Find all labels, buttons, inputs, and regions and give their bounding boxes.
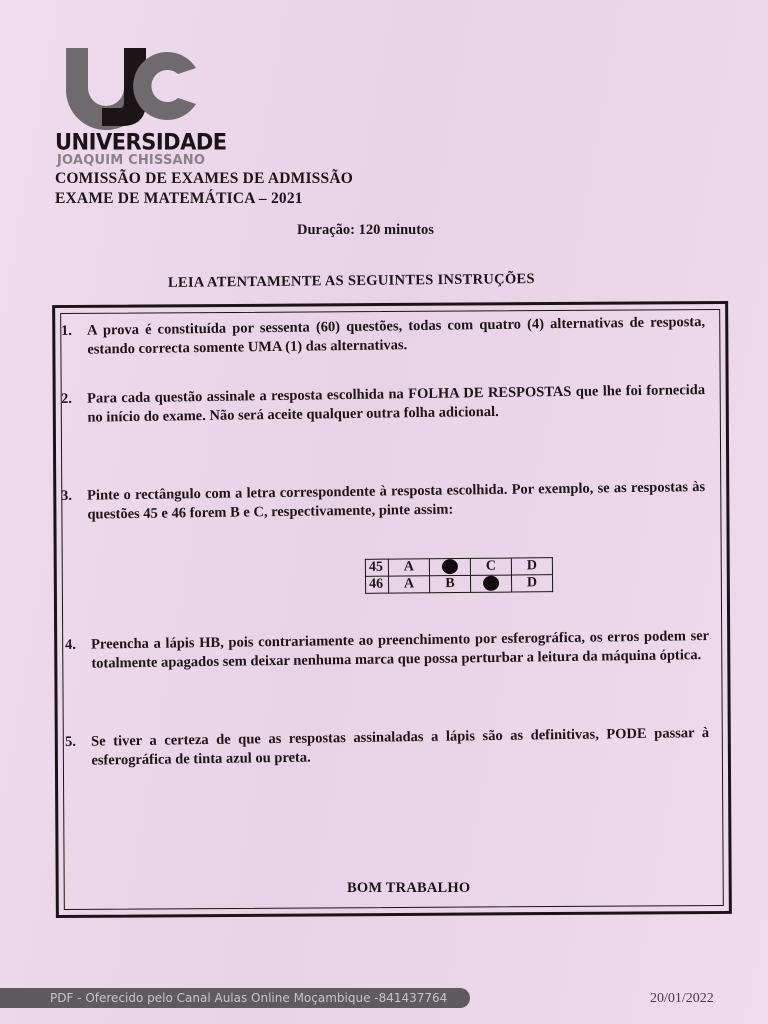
question-number: 46 [366, 576, 389, 593]
option-b-filled [429, 558, 470, 575]
option-a: A [388, 559, 429, 576]
instruction-text: Pinte o rectângulo com a letra correspondente à resposta escolhida. Por exemplo, se as respostas às questões 45 e 46 forem B e C, respectivamente, pinte assim: [87, 479, 706, 523]
option-a: A [389, 576, 430, 593]
instruction-number: 2. [61, 390, 73, 407]
instruction-text: Se tiver a certeza de que as respostas assinaladas a lápis são as definitivas, PODE passar à esferográfica de tinta azul ou preta. [91, 725, 710, 769]
filled-mark-icon [442, 559, 458, 574]
question-number: 45 [365, 559, 388, 576]
example-answer-table [365, 557, 553, 594]
page-date: 20/01/2022 [650, 991, 714, 1006]
instruction-number: 5. [65, 733, 77, 750]
source-banner: PDF - Oferecido pelo Canal Aulas Online Moçambique -841437764 [0, 988, 470, 1008]
instruction-number: 1. [61, 322, 73, 339]
instruction-text: Para cada questão assinale a resposta escolhida na FOLHA DE RESPOSTAS que lhe foi fornecida no início do exame. Não será aceite qualquer outra folha adicional. [87, 382, 706, 426]
university-name: UNIVERSIDADE [55, 129, 227, 155]
option-c: C [470, 558, 511, 575]
exam-title: EXAME DE MATEMÁTICA – 2021 [55, 190, 303, 207]
instruction-text: Preencha a lápis HB, pois contrariamente ao preenchimento por esferográfica, os erros podem ser totalmente apagados sem deixar nenhuma marca que possa perturbar a leitura da máquina óptica. [91, 628, 710, 672]
instruction-text: A prova é constituída por sessenta (60) questões, todas com quatro (4) alternativas de resposta, estando correcta somente UMA (1) das alternativas. [87, 314, 706, 358]
instruction-number: 3. [61, 487, 73, 504]
option-b: B [430, 575, 471, 592]
option-d: D [511, 558, 552, 575]
option-d: D [511, 575, 552, 592]
university-subname: JOAQUIM CHISSANO [57, 153, 206, 168]
option-c-filled [470, 575, 511, 592]
instructions-title: LEIA ATENTAMENTE AS SEGUINTES INSTRUÇÕES [167, 271, 535, 291]
filled-mark-icon [483, 576, 499, 591]
instruction-number: 4. [65, 636, 77, 653]
ujc-logo-icon [62, 42, 212, 132]
closing-text: BOM TRABALHO [347, 880, 471, 896]
committee-title: COMISSÃO DE EXAMES DE ADMISSÃO [55, 170, 353, 187]
table-row [365, 558, 552, 577]
table-row [366, 575, 553, 594]
duration: Duração: 120 minutos [297, 222, 434, 238]
